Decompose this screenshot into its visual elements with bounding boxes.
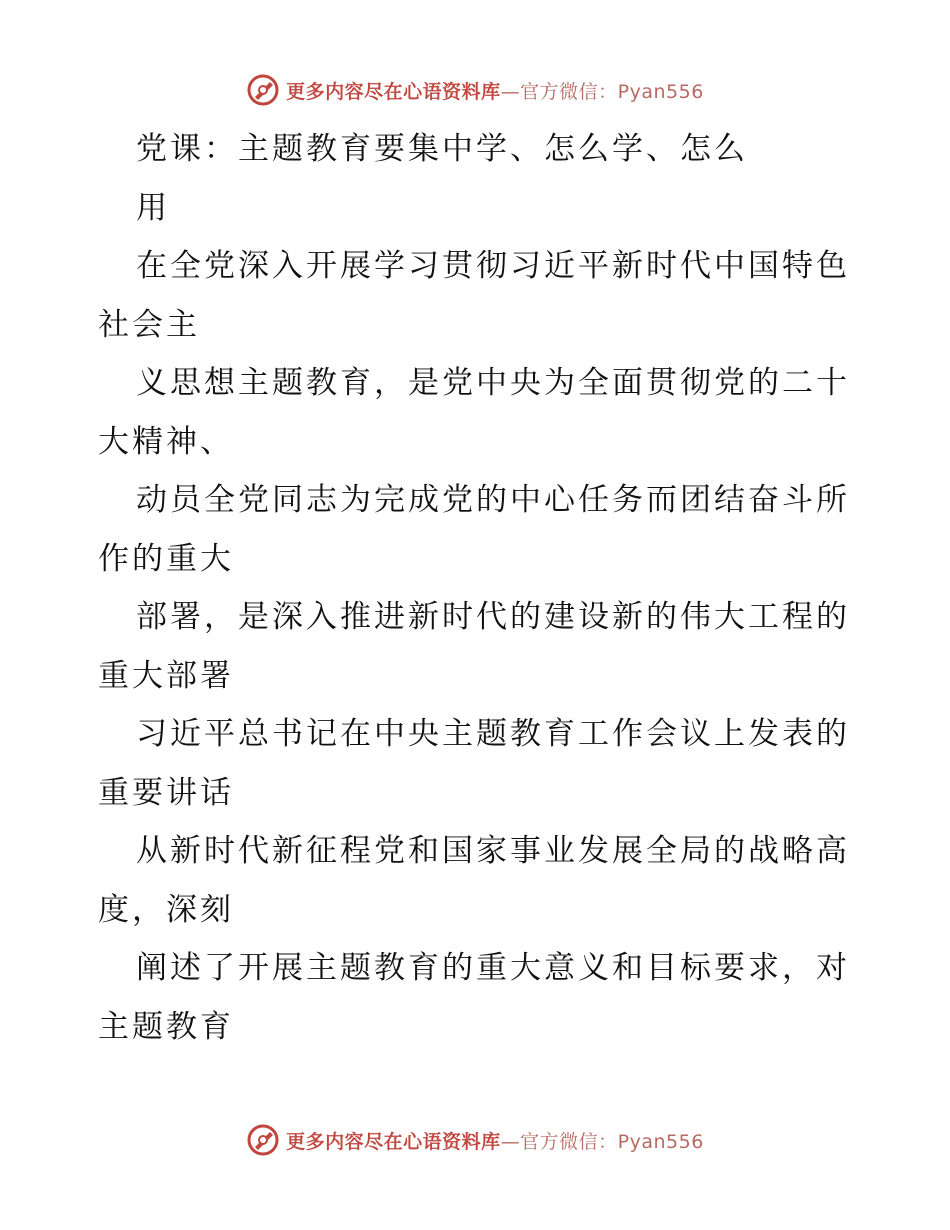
quill-seal-logo-icon bbox=[246, 73, 280, 107]
paragraph-line: 阐述了开展主题教育的重大意义和目标要求，对 bbox=[136, 950, 850, 986]
paragraph-line: 重大部署 bbox=[98, 657, 234, 694]
footer-banner-sub: —官方微信：Pyan556 bbox=[500, 1130, 704, 1153]
paragraph-line: 重要讲话 bbox=[98, 774, 234, 811]
paragraph-line: 作的重大 bbox=[98, 540, 234, 577]
document-body bbox=[98, 120, 858, 1056]
quill-seal-logo-icon bbox=[246, 1123, 280, 1157]
footer-banner-main: 更多内容尽在心语资料库 bbox=[286, 1130, 501, 1153]
paragraph-line: 动员全党同志为完成党的中心任务而团结奋斗所 bbox=[136, 482, 850, 518]
header-banner bbox=[0, 70, 950, 110]
paragraph-line: 度，深刻 bbox=[98, 891, 234, 928]
paragraph-line: 在全党深入开展学习贯彻习近平新时代中国特色 bbox=[136, 248, 850, 284]
paragraph-line: 主题教育 bbox=[98, 1008, 234, 1045]
header-banner-sub: —官方微信：Pyan556 bbox=[500, 80, 704, 103]
document-title-line-1: 党课：主题教育要集中学、怎么学、怎么 bbox=[136, 131, 748, 167]
header-banner-main: 更多内容尽在心语资料库 bbox=[286, 80, 501, 103]
footer-banner-text bbox=[286, 1127, 704, 1154]
document-title-line-2: 用 bbox=[136, 189, 170, 226]
paragraph-line: 义思想主题教育，是党中央为全面贯彻党的二十 bbox=[136, 365, 850, 401]
header-banner-text bbox=[286, 77, 704, 104]
paragraph-line: 从新时代新征程党和国家事业发展全局的战略高 bbox=[136, 833, 850, 869]
paragraph-line: 社会主 bbox=[98, 306, 200, 343]
footer-banner bbox=[0, 1120, 950, 1160]
paragraph-line: 部署，是深入推进新时代的建设新的伟大工程的 bbox=[136, 599, 850, 635]
paragraph-line: 大精神、 bbox=[98, 423, 234, 460]
paragraph-line: 习近平总书记在中央主题教育工作会议上发表的 bbox=[136, 716, 850, 752]
